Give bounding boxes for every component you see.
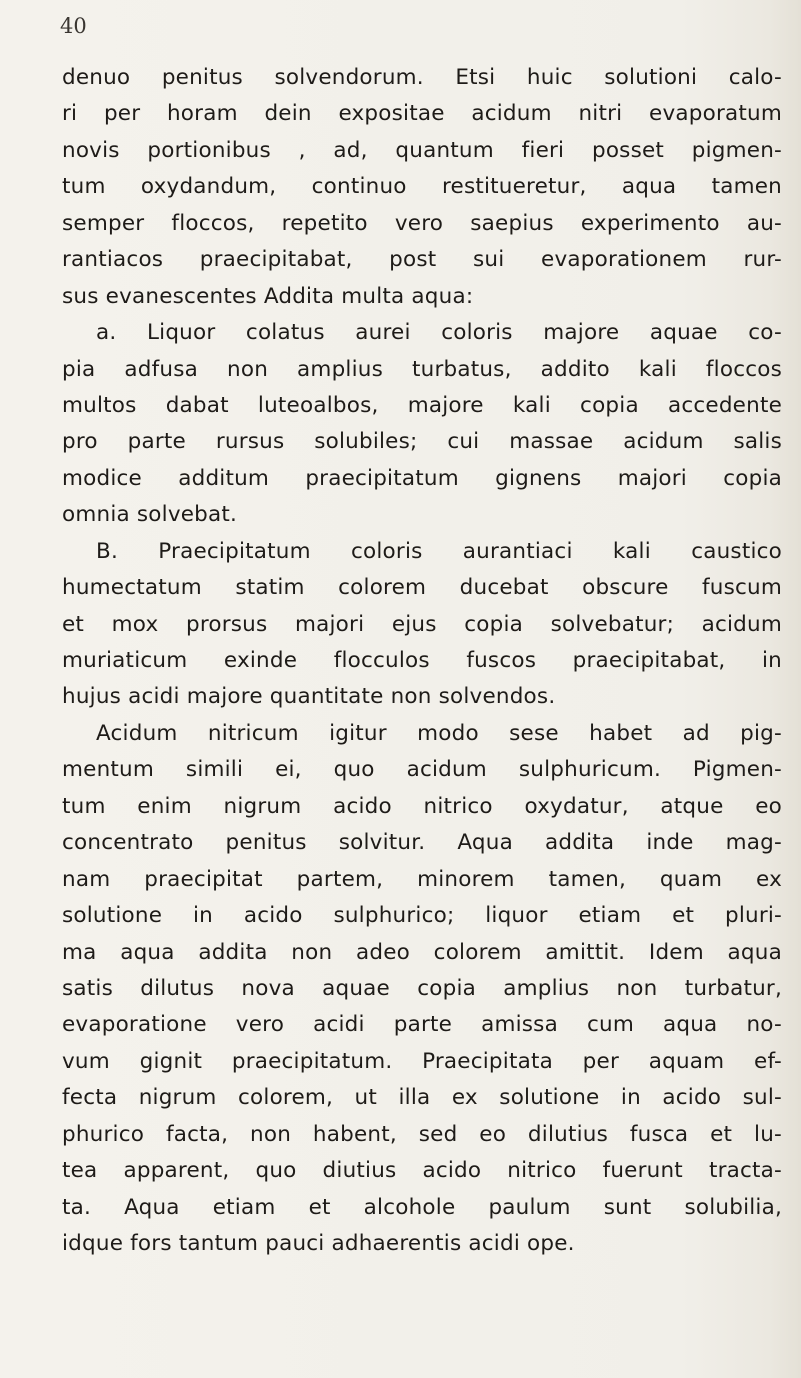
text-line: concentrato penitus solvitur. Aqua addita inde mag-	[62, 830, 782, 856]
text-line: pia adfusa non amplius turbatus, addito kali floccos	[62, 356, 782, 382]
text-line: idque fors tantum pauci adhaerentis acidi ope.	[62, 1231, 575, 1256]
text-line: tum enim nigrum acido nitrico oxydatur, atque eo	[62, 793, 782, 819]
text-line: solutione in acido sulphurico; liquor etiam et pluri-	[62, 903, 782, 929]
text-line: pro parte rursus solubiles; cui massae acidum salis	[62, 429, 782, 455]
text-line: vum gignit praecipitatum. Praecipitata per aquam ef-	[62, 1048, 782, 1074]
page-number: 40	[60, 14, 87, 38]
text-line: sus evanescentes Addita multa aqua:	[62, 283, 474, 309]
text-line: ma aqua addita non adeo colorem amittit. Idem aqua	[62, 939, 782, 965]
text-line: rantiacos praecipitabat, post sui evaporationem rur-	[62, 247, 782, 273]
text-line: multos dabat luteoalbos, majore kali copia accedente	[62, 392, 782, 418]
text-line: nam praecipitat partem, minorem tamen, quam ex	[62, 866, 782, 892]
text-line: humectatum statim colorem ducebat obscure fuscum	[62, 575, 782, 601]
text-line: Acidum nitricum igitur modo sese habet ad pig-	[96, 720, 782, 746]
text-line: omnia solvebat.	[62, 502, 238, 528]
text-line: et mox prorsus majori ejus copia solvebatur; acidum	[62, 611, 782, 637]
body-text	[62, 60, 782, 1262]
text-line: ta. Aqua etiam et alcohole paulum sunt solubilia,	[62, 1194, 782, 1220]
text-line: tea apparent, quo diutius acido nitrico fuerunt tracta-	[62, 1158, 782, 1184]
text-line: semper floccos, repetito vero saepius experimento au-	[62, 210, 782, 236]
text-line: fecta nigrum colorem, ut illa ex solutione in acido sul-	[62, 1085, 782, 1111]
text-line: a. Liquor colatus aurei coloris majore aquae co-	[96, 320, 782, 346]
text-line: tum oxydandum, continuo restitueretur, aqua tamen	[62, 174, 782, 200]
text-line: mentum simili ei, quo acidum sulphuricum. Pigmen-	[62, 757, 782, 783]
text-line: denuo penitus solvendorum. Etsi huic solutioni calo-	[62, 65, 782, 90]
text-line: satis dilutus nova aquae copia amplius non turbatur,	[62, 975, 782, 1001]
text-line: novis portionibus , ad, quantum fieri posset pigmen-	[62, 137, 782, 163]
text-line: hujus acidi majore quantitate non solvendos.	[62, 684, 556, 710]
text-line: modice additum praecipitatum gignens majori copia	[62, 465, 782, 491]
text-line: evaporatione vero acidi parte amissa cum aqua no-	[62, 1012, 782, 1038]
text-line: muriaticum exinde flocculos fuscos praecipitabat, in	[62, 648, 782, 673]
text-line: B. Praecipitatum coloris aurantiaci kali caustico	[96, 538, 782, 564]
text-line: phurico facta, non habent, sed eo dilutius fusca et lu-	[62, 1121, 782, 1147]
text-line: ri per horam dein expositae acidum nitri evaporatum	[62, 101, 782, 127]
